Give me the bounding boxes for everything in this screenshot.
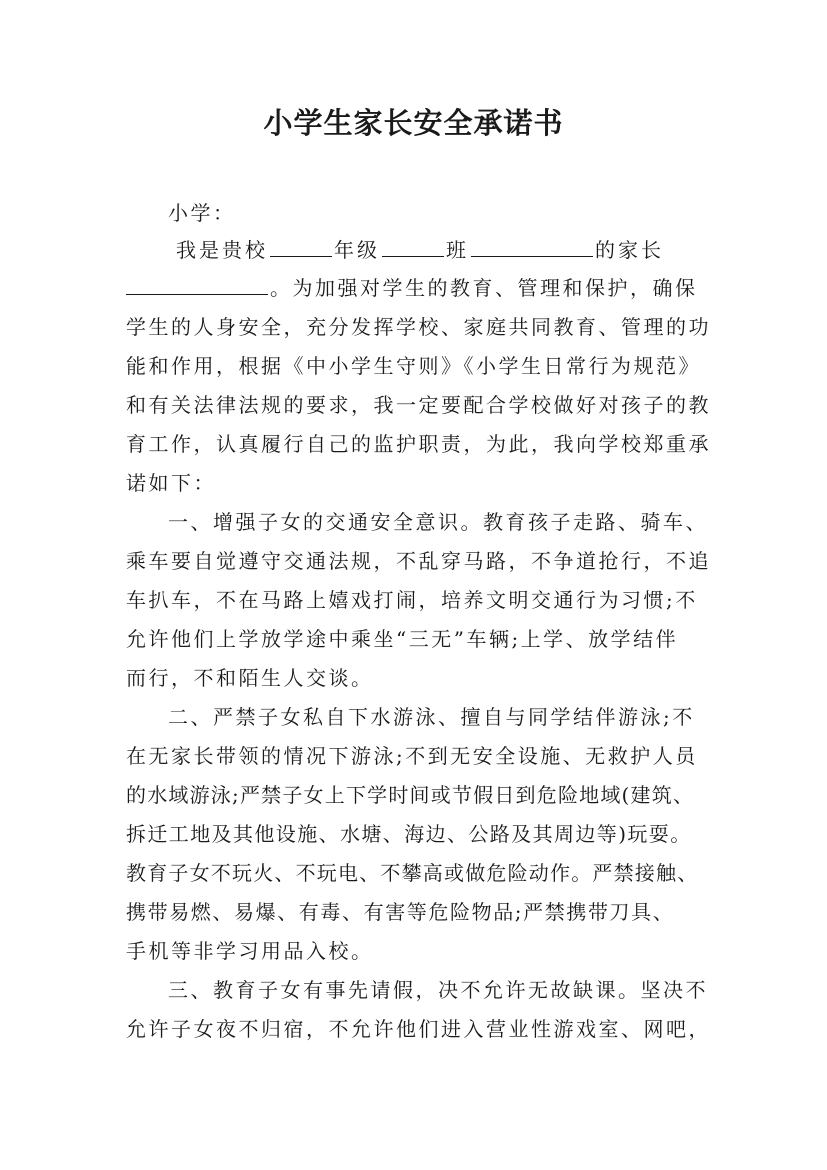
class-blank <box>382 236 444 257</box>
intro-line-4: 能和作用，根据《中小学生守则》《小学生日常行为规范》 <box>126 354 701 378</box>
intro-line-2 <box>126 274 726 302</box>
item2-line: 拆迁工地及其他设施、水塘、海边、公路及其周边等)玩耍。 <box>126 822 692 846</box>
intro-line-6: 育工作，认真履行自己的监护职责，为此，我向学校郑重承 <box>126 432 711 456</box>
item3-line: 三、教育子女有事先请假，决不允许无故缺课。坚决不 <box>168 978 708 1002</box>
item2-line: 携带易燃、易爆、有毒、有害等危险物品;严禁携带刀具、 <box>126 900 675 924</box>
intro-text: 班 <box>446 238 469 262</box>
grade-blank <box>270 236 332 257</box>
item2-line: 的水域游泳;严禁子女上下学时间或节假日到危险地域(建筑、 <box>126 783 695 807</box>
document-title: 小学生家长安全承诺书 <box>263 106 564 140</box>
intro-text: 我是贵校 <box>176 238 268 262</box>
item1-line: 而行，不和陌生人交谈。 <box>126 666 374 690</box>
item2-line: 教育子女不玩火、不玩电、不攀高或做危险动作。严禁接触、 <box>126 861 699 885</box>
parent-name-blank <box>126 274 268 295</box>
item3-line: 允许子女夜不归宿，不允许他们进入营业性游戏室、网吧， <box>126 1017 711 1041</box>
salutation: 小学： <box>168 201 236 225</box>
item2-line: 手机等非学习用品入校。 <box>126 939 374 963</box>
intro-line-3: 学生的人身安全，充分发挥学校、家庭共同教育、管理的功 <box>126 315 711 339</box>
intro-text: 的家长 <box>595 238 664 262</box>
intro-line-7: 诺如下： <box>126 471 216 495</box>
intro-text: 年级 <box>334 238 380 262</box>
intro-line-1 <box>176 236 776 264</box>
item1-line: 允许他们上学放学途中乘坐“三无”车辆;上学、放学结伴 <box>126 627 679 651</box>
item1-line: 乘车要自觉遵守交通法规，不乱穿马路，不争道抢行，不追 <box>126 549 711 573</box>
item1-line: 一、增强子女的交通安全意识。教育孩子走路、骑车、 <box>168 510 708 534</box>
item1-line: 车扒车，不在马路上嬉戏打闹，培养文明交通行为习惯;不 <box>126 588 698 612</box>
intro-line-5: 和有关法律法规的要求，我一定要配合学校做好对孩子的教 <box>126 393 711 417</box>
item2-line: 二、严禁子女私自下水游泳、擅自与同学结伴游泳;不 <box>168 705 695 729</box>
student-name-blank <box>471 236 593 257</box>
item2-line: 在无家长带领的情况下游泳;不到无安全设施、无救护人员 <box>126 744 698 768</box>
intro-text: 。为加强对学生的教育、管理和保护，确保 <box>270 276 698 300</box>
